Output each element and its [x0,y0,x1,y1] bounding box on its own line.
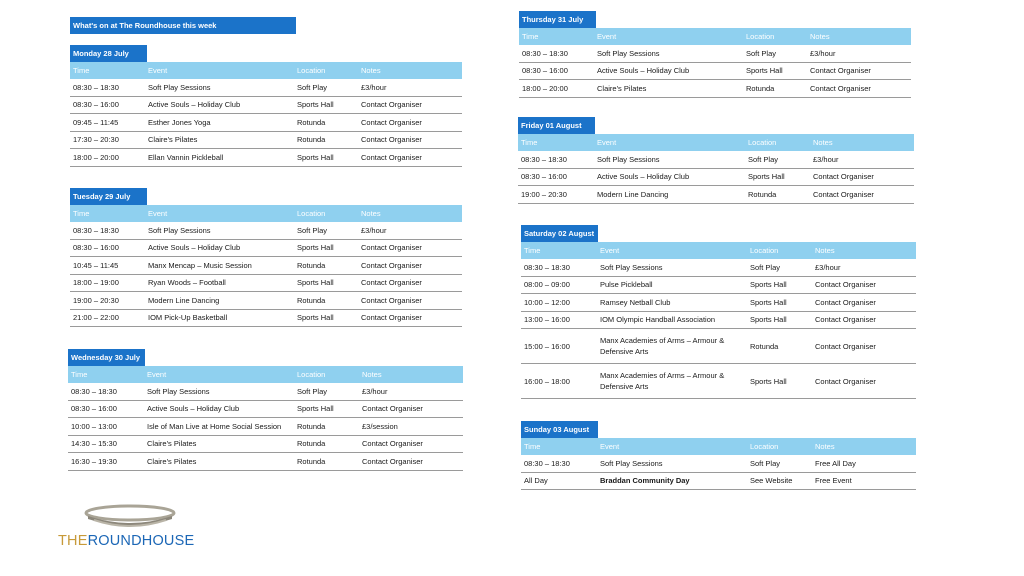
column-header-location: Location [297,66,326,75]
cell-notes: Contact Organiser [361,135,422,145]
cell-event: Modern Line Dancing [148,295,220,305]
cell-notes: Contact Organiser [815,297,876,307]
cell-event: Modern Line Dancing [597,189,669,199]
cell-time: 08:30 – 18:30 [522,48,568,58]
cell-location: Sports Hall [750,297,787,307]
table-row [68,436,463,454]
column-header-event: Event [600,246,620,255]
table-row [518,186,914,204]
cell-location: Soft Play [748,154,779,164]
cell-notes: Contact Organiser [362,439,423,449]
cell-event: Manx Academies of Arms – Armour & Defensive Arts [600,371,725,391]
cell-time: 08:30 – 16:00 [521,172,567,182]
cell-time: 09:45 – 11:45 [73,117,119,127]
cell-location: Soft Play [297,225,328,235]
cell-location: Sports Hall [297,404,334,414]
column-header-time: Time [524,442,541,451]
cell-time: 21:00 – 22:00 [73,313,119,323]
day-label: Friday 01 August [518,117,595,134]
cell-event: Soft Play Sessions [600,458,663,468]
table-row [70,79,462,97]
cell-notes: Contact Organiser [361,260,422,270]
table-row [70,310,462,328]
cell-location: Sports Hall [748,172,785,182]
cell-event: Claire's Pilates [597,83,647,93]
column-header-notes: Notes [815,442,835,451]
column-header-location: Location [746,32,775,41]
table-header [521,438,916,455]
cell-notes: Free Event [815,476,852,486]
cell-event: Manx Academies of Arms – Armour & Defensive Arts [600,336,725,356]
column-header-time: Time [522,32,539,41]
cell-notes: Contact Organiser [813,189,874,199]
cell-time: 14:30 – 15:30 [71,439,117,449]
day-schedule [519,11,911,98]
cell-event: Active Souls – Holiday Club [148,100,241,110]
column-header-event: Event [597,138,617,147]
cell-notes: £3/hour [813,154,839,164]
cell-location: Soft Play [750,458,781,468]
column-header-location: Location [297,370,326,379]
table-row [521,312,916,330]
cell-event: Claire's Pilates [147,439,197,449]
table-row [70,292,462,310]
cell-event: Active Souls – Holiday Club [597,66,690,76]
table-row [70,149,462,167]
cell-event: Ryan Woods – Football [148,278,226,288]
cell-location: Rotunda [750,341,779,351]
column-header-time: Time [524,246,541,255]
cell-time: 17:30 – 20:30 [73,135,119,145]
cell-event: Soft Play Sessions [148,82,211,92]
table-row [521,455,916,473]
table-header [70,62,462,79]
column-header-event: Event [148,66,168,75]
cell-location: Sports Hall [297,243,334,253]
table-row [518,151,914,169]
cell-event: Soft Play Sessions [148,225,211,235]
cell-notes: Contact Organiser [815,280,876,290]
cell-location: Rotunda [748,189,777,199]
cell-location: Sports Hall [297,278,334,288]
cell-location: Rotunda [297,117,326,127]
cell-notes: Contact Organiser [813,172,874,182]
cell-event: Ellan Vannin Pickleball [148,152,224,162]
column-header-time: Time [73,209,90,218]
cell-location: Rotunda [297,295,326,305]
cell-notes: Contact Organiser [361,313,422,323]
table-row [521,277,916,295]
column-header-notes: Notes [813,138,833,147]
cell-event: Pulse Pickleball [600,280,653,290]
cell-time: 19:00 – 20:30 [73,295,119,305]
cell-event: Soft Play Sessions [600,262,663,272]
cell-location: Sports Hall [750,315,787,325]
cell-notes: Contact Organiser [361,243,422,253]
cell-time: 10:00 – 12:00 [524,297,570,307]
table-row [70,240,462,258]
cell-notes: Contact Organiser [810,66,871,76]
cell-location: Rotunda [746,83,775,93]
column-header-time: Time [71,370,88,379]
cell-time: 08:00 – 09:00 [524,280,570,290]
table-row [70,114,462,132]
cell-event: Soft Play Sessions [597,48,660,58]
cell-notes: Contact Organiser [815,376,876,386]
table-row [68,401,463,419]
table-row [70,257,462,275]
table-row [68,383,463,401]
cell-time: 18:00 – 20:00 [73,152,119,162]
cell-time: 16:00 – 18:00 [524,376,570,386]
cell-time: 18:00 – 20:00 [522,83,568,93]
cell-location: Rotunda [297,421,326,431]
cell-time: 19:00 – 20:30 [521,189,567,199]
cell-time: 10:45 – 11:45 [73,260,119,270]
column-header-location: Location [297,209,326,218]
table-header [68,366,463,383]
cell-time: 13:00 – 16:00 [524,315,570,325]
page-title: What's on at The Roundhouse this week [70,17,296,34]
cell-event: Isle of Man Live at Home Social Session [147,421,282,431]
cell-event: Active Souls – Holiday Club [147,404,240,414]
column-header-event: Event [147,370,167,379]
cell-event: IOM Pick-Up Basketball [148,313,228,323]
cell-time: 08:30 – 18:30 [521,154,567,164]
table-row [518,169,914,187]
column-header-time: Time [73,66,90,75]
cell-location: See Website [750,476,793,486]
cell-location: Soft Play [750,262,781,272]
cell-event: Esther Jones Yoga [148,117,211,127]
logo-wordmark [58,533,194,549]
cell-notes: £3/hour [815,262,841,272]
cell-time: 08:30 – 16:00 [522,66,568,76]
table-header [70,205,462,222]
day-schedule [70,45,462,167]
column-header-event: Event [148,209,168,218]
cell-time: 18:00 – 19:00 [73,278,119,288]
column-header-notes: Notes [362,370,382,379]
cell-location: Sports Hall [297,100,334,110]
cell-event: Braddan Community Day [600,476,690,486]
cell-event: IOM Olympic Handball Association [600,315,716,325]
cell-time: 15:00 – 16:00 [524,341,570,351]
cell-location: Rotunda [297,260,326,270]
column-header-event: Event [600,442,620,451]
table-row [70,97,462,115]
cell-time: 08:30 – 16:00 [73,100,119,110]
table-row [519,80,911,98]
cell-location: Rotunda [297,135,326,145]
column-header-location: Location [750,246,779,255]
cell-time: 08:30 – 18:30 [524,262,570,272]
table-row [70,275,462,293]
cell-event: Active Souls – Holiday Club [148,243,241,253]
column-header-notes: Notes [361,209,381,218]
table-row [521,473,916,491]
cell-time: 08:30 – 18:30 [71,386,117,396]
table-row [521,259,916,277]
cell-notes: Contact Organiser [361,278,422,288]
cell-time: 16:30 – 19:30 [71,456,117,466]
cell-time: 08:30 – 18:30 [73,82,119,92]
cell-notes: £3/hour [361,225,387,235]
cell-notes: Contact Organiser [362,404,423,414]
roundhouse-building-icon [56,500,206,534]
cell-location: Sports Hall [750,376,787,386]
cell-notes: £3/hour [810,48,836,58]
cell-notes: £3/hour [362,386,388,396]
cell-notes: Contact Organiser [362,456,423,466]
logo-the: THE [58,533,88,549]
table-row [521,364,916,399]
column-header-notes: Notes [815,246,835,255]
day-schedule [521,225,916,399]
cell-location: Sports Hall [746,66,783,76]
cell-notes: Contact Organiser [815,315,876,325]
cell-location: Rotunda [297,439,326,449]
cell-location: Sports Hall [297,313,334,323]
cell-event: Soft Play Sessions [597,154,660,164]
table-row [519,63,911,81]
cell-time: 10:00 – 13:00 [71,421,117,431]
cell-time: 08:30 – 18:30 [524,458,570,468]
cell-notes: Contact Organiser [361,117,422,127]
day-label: Tuesday 29 July [70,188,147,205]
day-schedule [521,421,916,490]
cell-notes: Free All Day [815,458,856,468]
cell-notes: Contact Organiser [810,83,871,93]
cell-event: Claire's Pilates [148,135,198,145]
cell-notes: Contact Organiser [361,295,422,305]
day-label: Saturday 02 August [521,225,598,242]
table-row [68,453,463,471]
day-label: Monday 28 July [70,45,147,62]
cell-location: Soft Play [297,82,328,92]
day-label: Thursday 31 July [519,11,596,28]
table-row [70,132,462,150]
cell-time: 08:30 – 16:00 [71,404,117,414]
day-schedule [70,188,462,327]
cell-time: All Day [524,476,548,486]
day-label: Sunday 03 August [521,421,598,438]
cell-location: Sports Hall [297,152,334,162]
table-row [519,45,911,63]
roundhouse-logo [56,500,206,560]
table-header [519,28,911,45]
logo-roundhouse: ROUNDHOUSE [87,533,195,549]
table-row [70,222,462,240]
day-label: Wednesday 30 July [68,349,145,366]
column-header-time: Time [521,138,538,147]
cell-notes: £3/session [362,421,398,431]
cell-time: 08:30 – 18:30 [73,225,119,235]
table-header [518,134,914,151]
cell-event: Claire's Pilates [147,456,197,466]
cell-event: Active Souls – Holiday Club [597,172,690,182]
column-header-location: Location [748,138,777,147]
column-header-notes: Notes [810,32,830,41]
cell-notes: Contact Organiser [361,152,422,162]
table-row [521,329,916,364]
cell-location: Soft Play [746,48,777,58]
cell-location: Sports Hall [750,280,787,290]
cell-notes: £3/hour [361,82,387,92]
table-row [521,294,916,312]
day-schedule [68,349,463,471]
cell-time: 08:30 – 16:00 [73,243,119,253]
cell-event: Manx Mencap – Music Session [148,260,252,270]
table-header [521,242,916,259]
column-header-event: Event [597,32,617,41]
column-header-notes: Notes [361,66,381,75]
cell-event: Ramsey Netball Club [600,297,671,307]
cell-notes: Contact Organiser [815,341,876,351]
cell-location: Rotunda [297,456,326,466]
cell-event: Soft Play Sessions [147,386,210,396]
day-schedule [518,117,914,204]
cell-notes: Contact Organiser [361,100,422,110]
column-header-location: Location [750,442,779,451]
cell-location: Soft Play [297,386,328,396]
table-row [68,418,463,436]
